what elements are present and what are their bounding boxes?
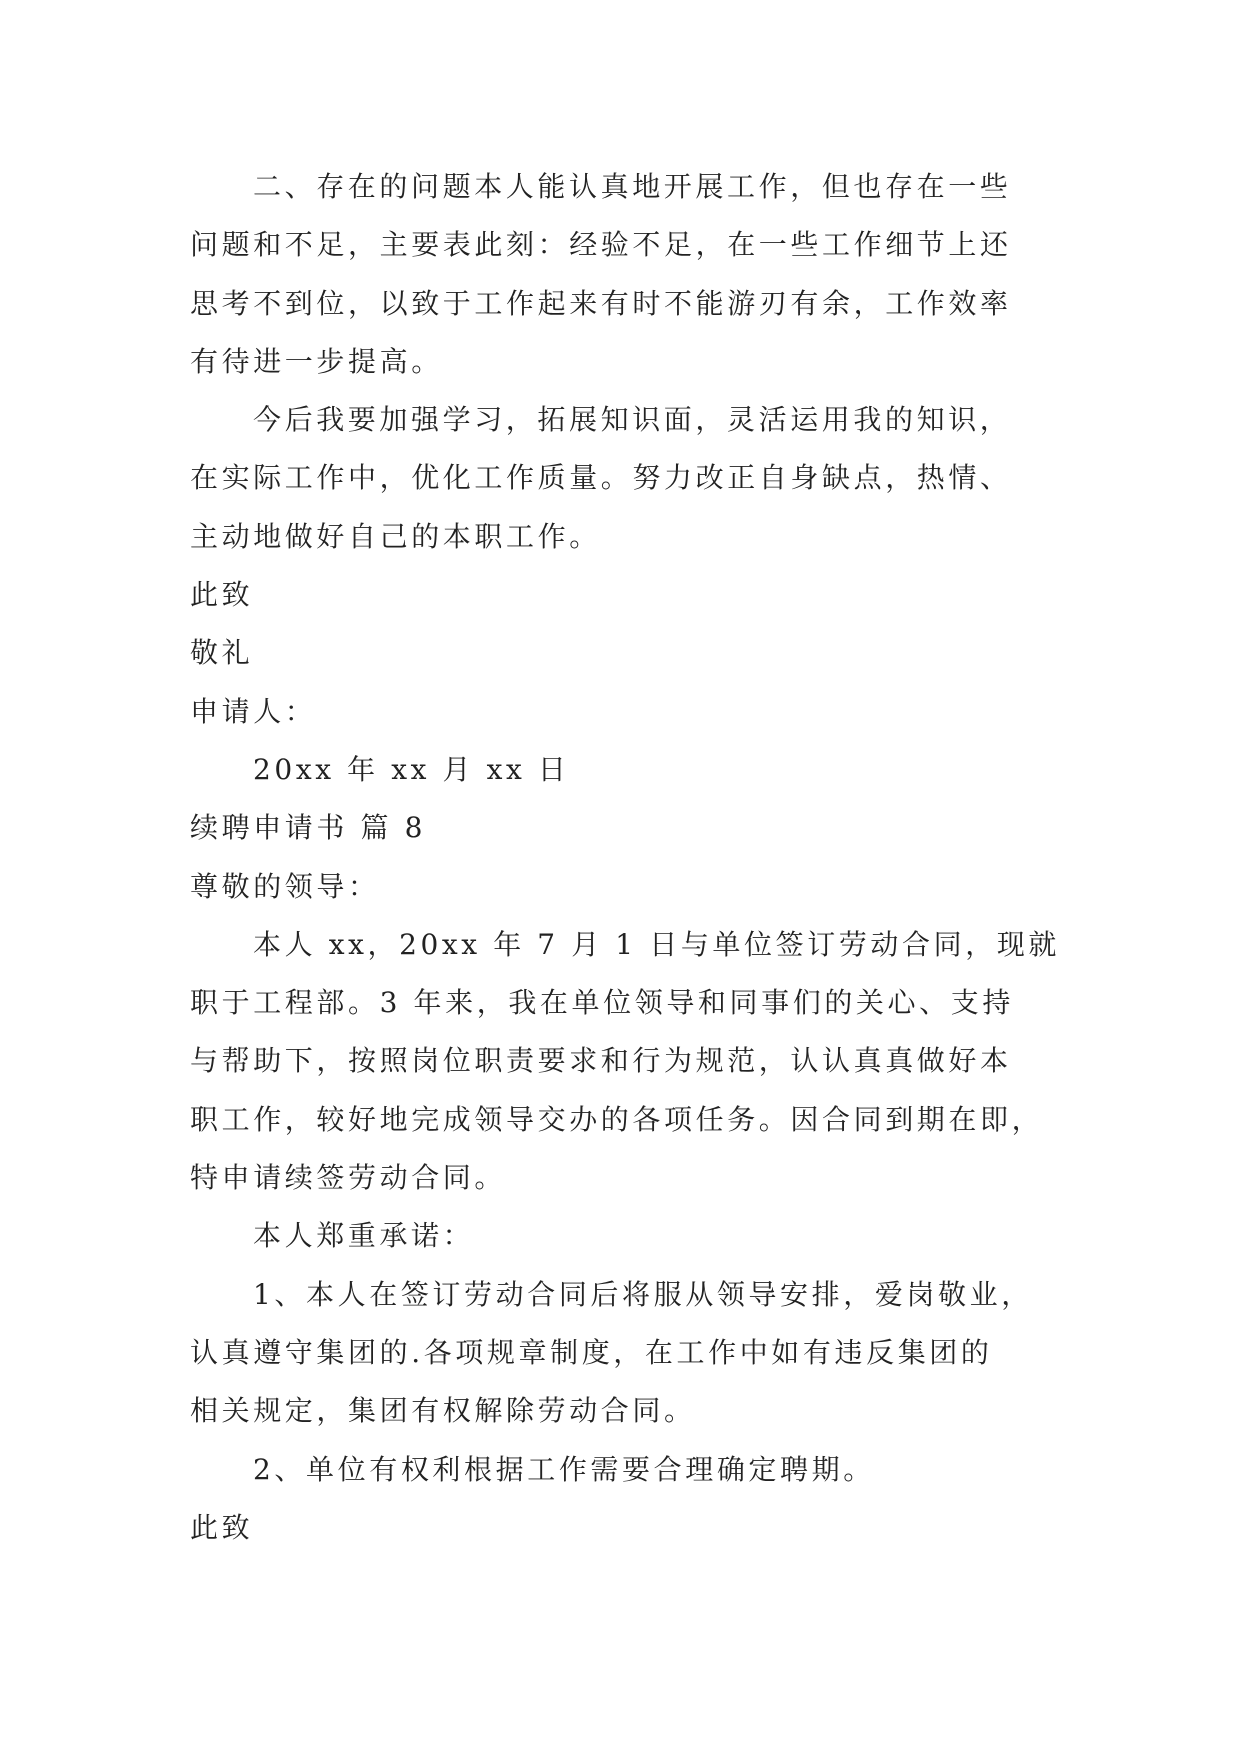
paragraph-line: 职工作，较好地完成领导交办的各项任务。因合同到期在即，: [190, 1102, 1044, 1136]
paragraph-line: 有待进一步提高。: [190, 344, 443, 378]
paragraph-line: 职于工程部。3 年来，我在单位领导和同事们的关心、支持: [190, 986, 1014, 1020]
paragraph-line: 今后我要加强学习，拓展知识面，灵活运用我的知识，: [253, 403, 1012, 437]
document-body: [190, 158, 1070, 1557]
paragraph-line: 认真遵守集团的.各项规章制度，在工作中如有违反集团的: [190, 1335, 993, 1369]
paragraph-line: 本人郑重承诺：: [253, 1219, 475, 1253]
greeting-line: 尊敬的领导：: [190, 869, 380, 903]
closing-line: 此致: [190, 1510, 254, 1544]
section-heading: 续聘申请书 篇 8: [190, 811, 427, 845]
paragraph-line: 相关规定，集团有权解除劳动合同。: [190, 1394, 696, 1428]
salute-line: 敬礼: [190, 636, 254, 670]
paragraph-line: 本人 xx，20xx 年 7 月 1 日与单位签订劳动合同，现就: [253, 927, 1061, 961]
paragraph-line: 1、本人在签订劳动合同后将服从领导安排，爱岗敬业，: [253, 1277, 1033, 1311]
paragraph-line: 2、单位有权利根据工作需要合理确定聘期。: [253, 1452, 875, 1486]
paragraph-line: 在实际工作中，优化工作质量。努力改正自身缺点，热情、: [190, 461, 1012, 495]
paragraph-line: 主动地做好自己的本职工作。: [190, 519, 601, 553]
paragraph-line: 二、存在的问题本人能认真地开展工作，但也存在一些: [253, 170, 1012, 203]
paragraph-line: 与帮助下，按照岗位职责要求和行为规范，认认真真做好本: [190, 1044, 1012, 1078]
closing-line: 此致: [190, 578, 254, 612]
paragraph-line: 特申请续签劳动合同。: [190, 1161, 507, 1195]
date-line: 20xx 年 xx 月 xx 日: [253, 752, 570, 786]
paragraph-line: 问题和不足，主要表此刻：经验不足，在一些工作细节上还: [190, 228, 1012, 262]
applicant-label: 申请人：: [190, 694, 317, 728]
paragraph-line: 思考不到位，以致于工作起来有时不能游刃有余，工作效率: [190, 286, 1012, 320]
